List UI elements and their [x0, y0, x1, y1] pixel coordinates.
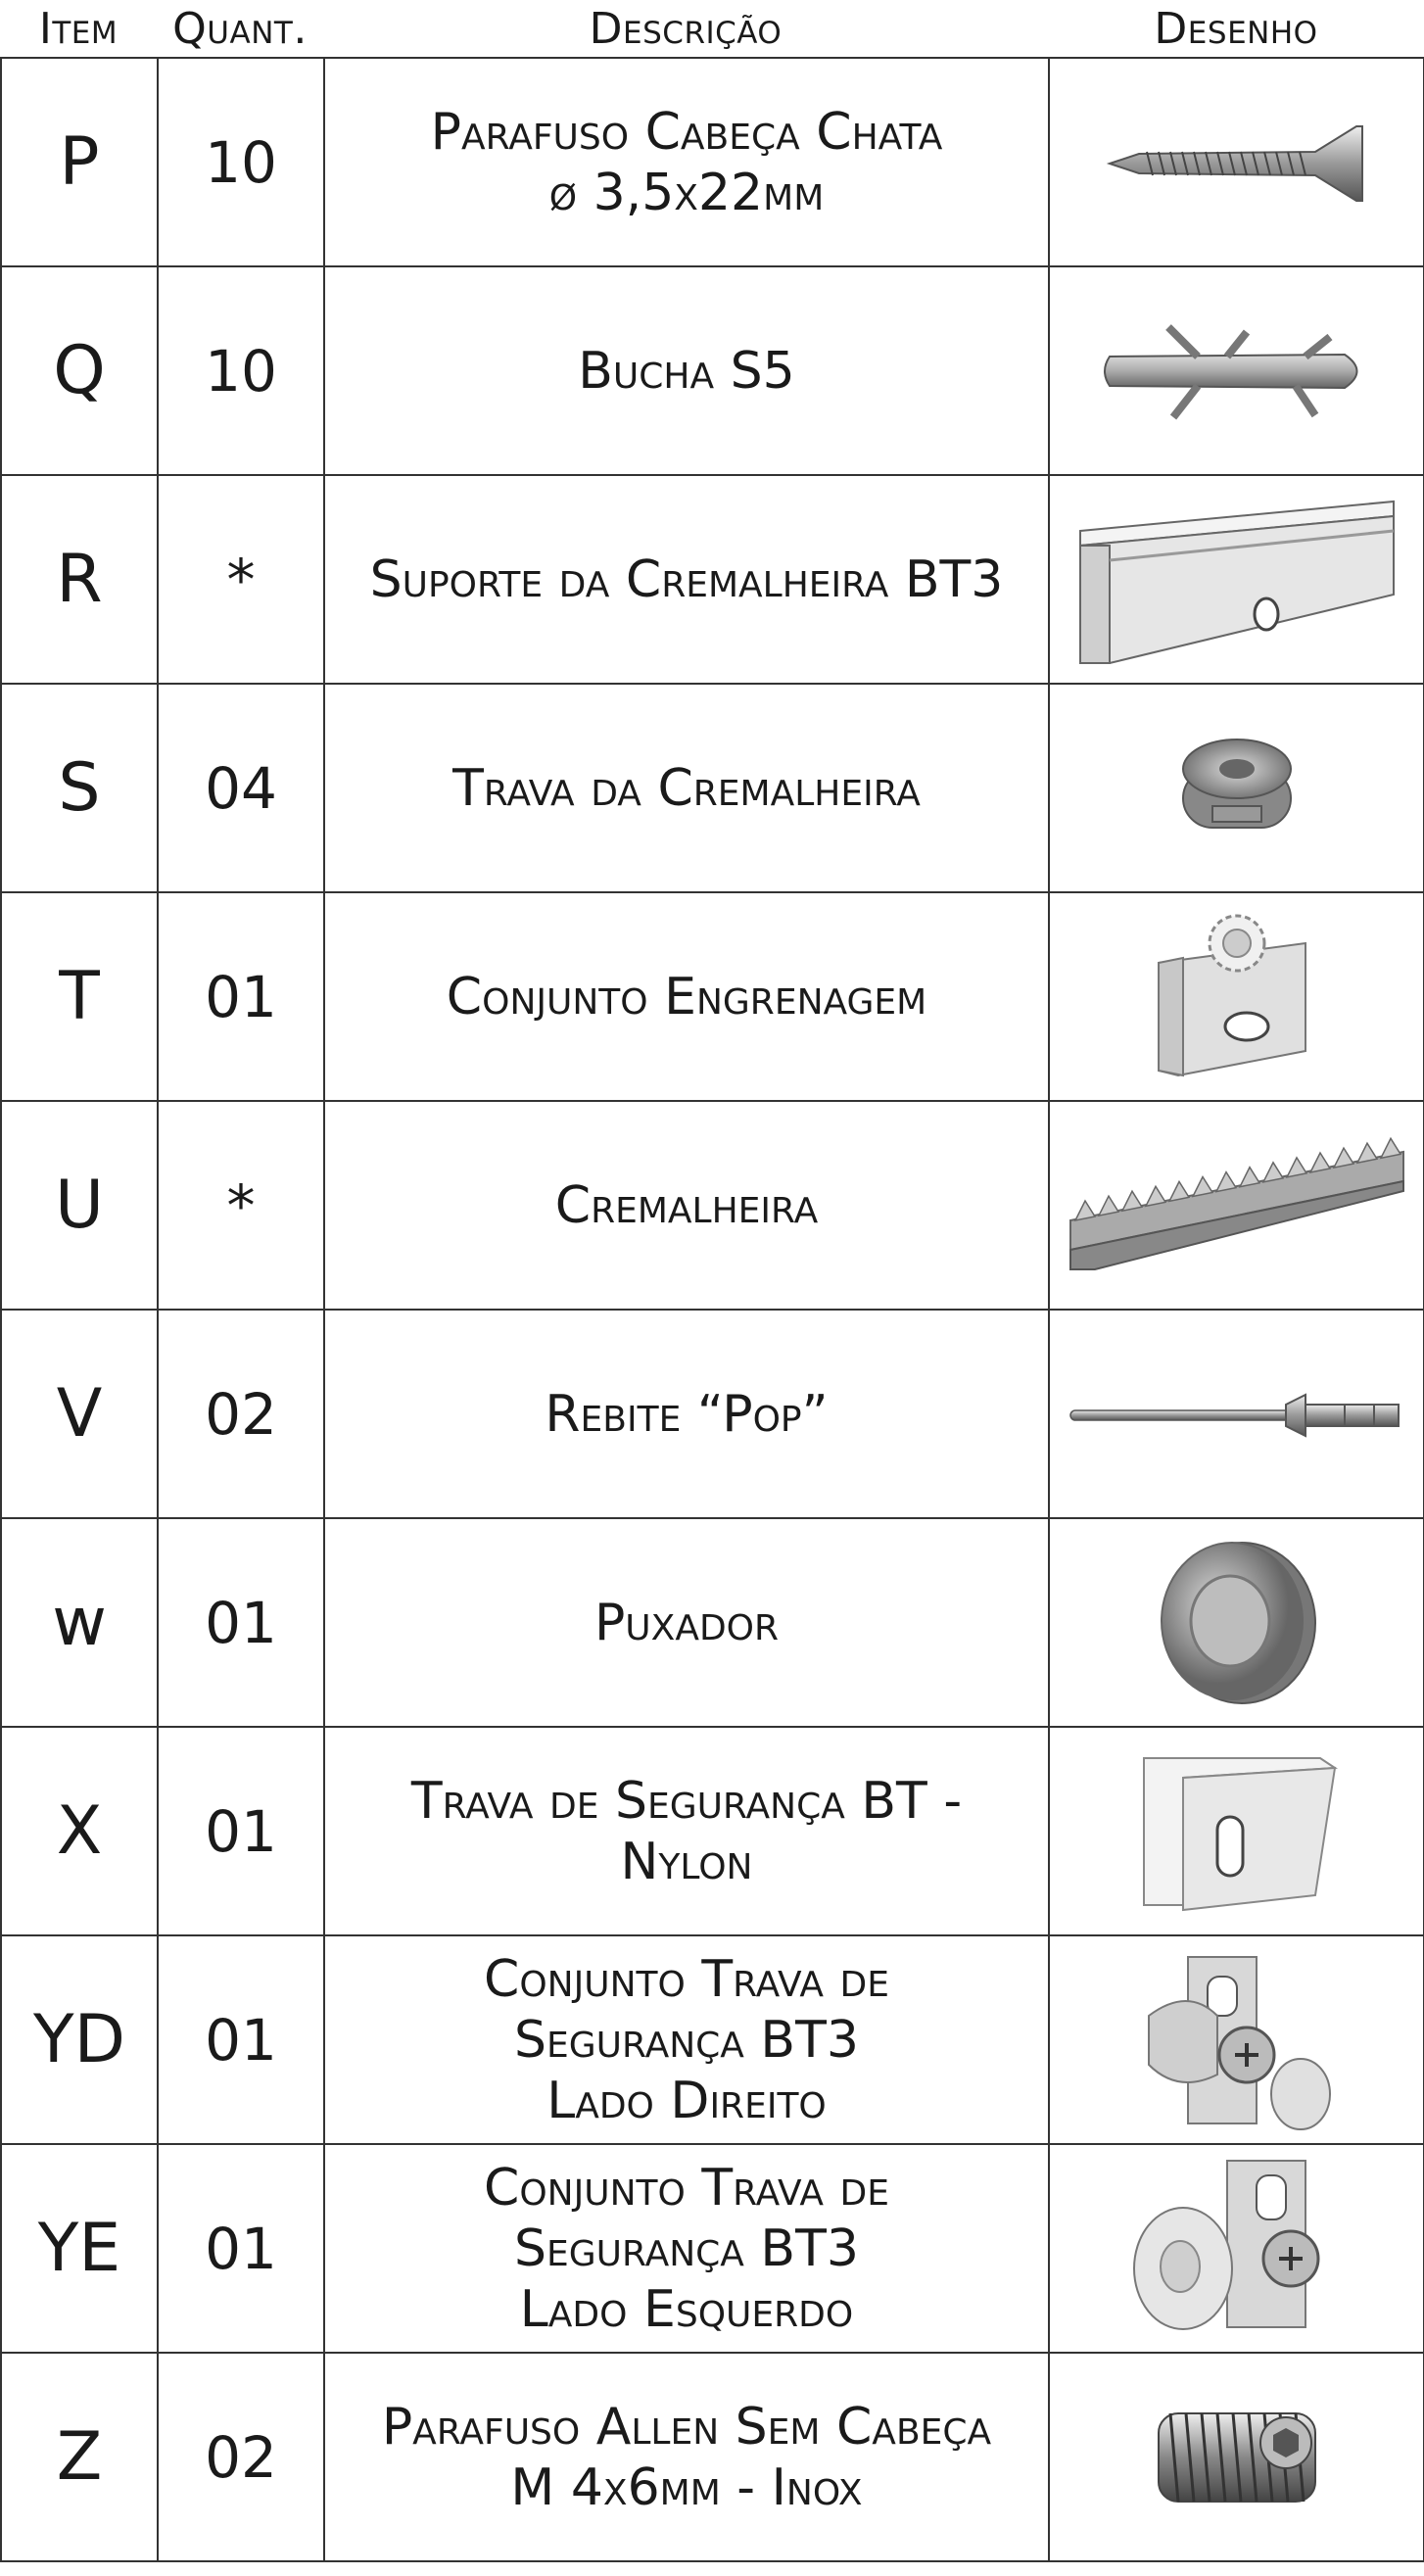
quantity-cell: 10 [158, 266, 324, 475]
item-cell: Z [1, 2353, 158, 2561]
description-cell [324, 475, 1049, 684]
item-cell: U [1, 1101, 158, 1310]
table-row-yd [1, 1935, 1424, 2144]
item-cell: P [1, 58, 158, 266]
table-row-t [1, 892, 1424, 1101]
table-row-s [1, 684, 1424, 892]
description-line: Trava de Segurança BT - [410, 1771, 963, 1831]
header-item: Item [38, 3, 119, 54]
pop-rivet-icon [1050, 1375, 1423, 1454]
table-header [0, 0, 1424, 57]
drawing-cell [1049, 1101, 1424, 1310]
table-row-ye [1, 2144, 1424, 2353]
item-cell: T [1, 892, 158, 1101]
table-row-z [1, 2353, 1424, 2561]
item-cell: V [1, 1310, 158, 1518]
description-line: Rebite “Pop” [545, 1384, 829, 1444]
description-line: Lado Direito [546, 2071, 827, 2130]
gear-assembly-icon [1050, 904, 1423, 1090]
quantity-cell: 10 [158, 58, 324, 266]
drawing-cell [1049, 1310, 1424, 1518]
description-cell [324, 1101, 1049, 1310]
quantity-cell: * [158, 1101, 324, 1310]
table-row-v [1, 1310, 1424, 1518]
drawing-cell [1049, 684, 1424, 892]
round-handle-icon [1050, 1535, 1423, 1711]
parts-table [0, 57, 1423, 2562]
description-line: ø 3,5x22mm [548, 163, 825, 222]
header-descricao: Descrição [589, 3, 783, 54]
drawing-cell [1049, 1727, 1424, 1935]
drawing-cell [1049, 2144, 1424, 2353]
item-cell: Q [1, 266, 158, 475]
item-cell: w [1, 1518, 158, 1727]
table-row-u [1, 1101, 1424, 1310]
description-cell [324, 1935, 1049, 2144]
description-line: Conjunto Trava de [484, 2158, 889, 2218]
item-cell: YE [1, 2144, 158, 2353]
quantity-cell: 04 [158, 684, 324, 892]
quantity-cell: * [158, 475, 324, 684]
description-line: Lado Esquerdo [519, 2279, 854, 2339]
description-line: Puxador [593, 1593, 780, 1652]
item-cell: R [1, 475, 158, 684]
description-cell [324, 2144, 1049, 2353]
description-cell [324, 1518, 1049, 1727]
quantity-cell: 01 [158, 2144, 324, 2353]
description-cell [324, 892, 1049, 1101]
drawing-cell [1049, 475, 1424, 684]
quantity-cell: 02 [158, 1310, 324, 1518]
description-cell [324, 1310, 1049, 1518]
drawing-cell [1049, 1935, 1424, 2144]
description-cell [324, 2353, 1049, 2561]
safety-lock-left-icon [1050, 2151, 1423, 2347]
description-cell [324, 1727, 1049, 1935]
description-line: Conjunto Trava de [484, 1949, 889, 2009]
table-row-w [1, 1518, 1424, 1727]
description-line: M 4x6mm - Inox [510, 2457, 863, 2517]
description-line: Parafuso Cabeça Chata [430, 102, 943, 162]
quantity-cell: 01 [158, 1727, 324, 1935]
table-row-x [1, 1727, 1424, 1935]
gear-rack-icon [1050, 1132, 1423, 1279]
description-line: Suporte da Cremalheira BT3 [369, 549, 1004, 609]
item-cell: YD [1, 1935, 158, 2144]
description-line: Conjunto Engrenagem [446, 967, 927, 1026]
description-line: Parafuso Allen Sem Cabeça [381, 2397, 992, 2457]
description-line: Cremalheira [554, 1175, 819, 1235]
description-cell [324, 58, 1049, 266]
description-cell [324, 684, 1049, 892]
flat-head-screw-icon [1050, 109, 1423, 216]
quantity-cell: 01 [158, 892, 324, 1101]
quantity-cell: 01 [158, 1518, 324, 1727]
drawing-cell [1049, 1518, 1424, 1727]
drawing-cell [1049, 58, 1424, 266]
safety-lock-right-icon [1050, 1947, 1423, 2133]
rack-support-icon [1050, 487, 1423, 673]
description-line: Nylon [620, 1832, 753, 1891]
description-line: Bucha S5 [578, 341, 795, 401]
wall-plug-icon [1050, 308, 1423, 435]
quantity-cell: 01 [158, 1935, 324, 2144]
table-row-r [1, 475, 1424, 684]
description-line: Trava da Cremalheira [452, 758, 921, 818]
item-cell: X [1, 1727, 158, 1935]
drawing-cell [1049, 892, 1424, 1101]
drawing-cell [1049, 266, 1424, 475]
nylon-safety-lock-icon [1050, 1739, 1423, 1925]
description-cell [324, 266, 1049, 475]
header-quant: Quant. [172, 3, 308, 54]
table-row-p [1, 58, 1424, 266]
drawing-cell [1049, 2353, 1424, 2561]
rack-lock-icon [1050, 720, 1423, 857]
table-row-q [1, 266, 1424, 475]
allen-set-screw-icon [1050, 2374, 1423, 2541]
item-cell: S [1, 684, 158, 892]
quantity-cell: 02 [158, 2353, 324, 2561]
header-desenho: Desenho [1154, 3, 1318, 54]
description-line: Segurança BT3 [514, 2010, 859, 2070]
description-line: Segurança BT3 [514, 2218, 859, 2278]
